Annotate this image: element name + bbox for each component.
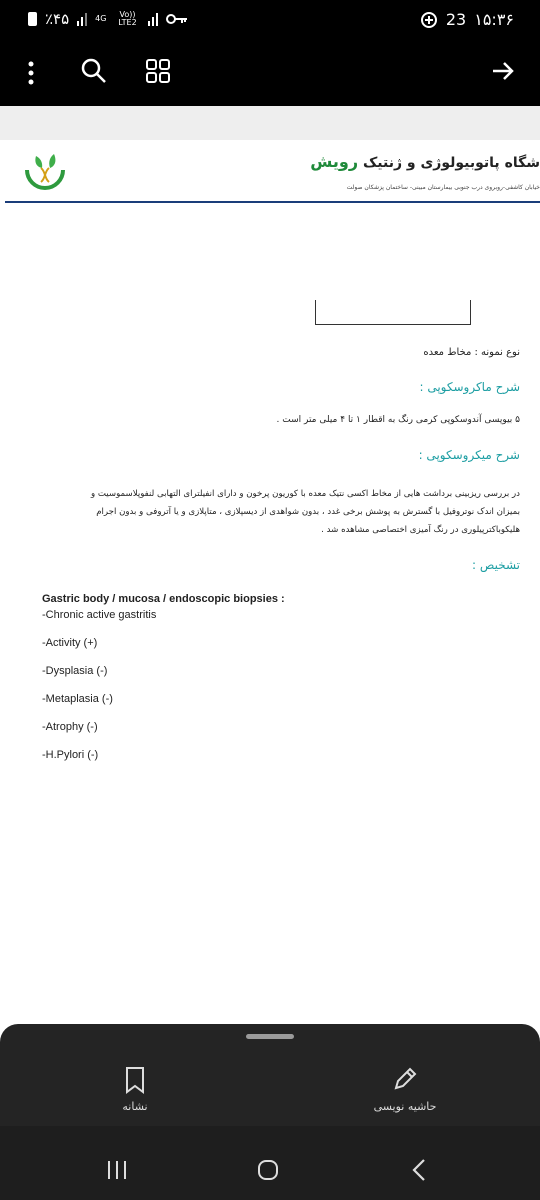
lab-name-prefix: شگاه پاتوبیولوژی و ژنتیک bbox=[362, 155, 540, 171]
header-divider bbox=[5, 201, 540, 203]
home-icon[interactable] bbox=[257, 1159, 279, 1181]
lab-name-brand: رویش bbox=[310, 152, 359, 171]
battery-percent: ٪۴۵ bbox=[45, 10, 70, 28]
diagnosis-block bbox=[42, 593, 482, 777]
micro-text bbox=[30, 485, 520, 539]
weather-icon bbox=[420, 11, 438, 29]
network-volte: Vo)) LTE2 bbox=[118, 10, 137, 27]
navigation-bar bbox=[0, 1126, 540, 1200]
more-vert-icon[interactable] bbox=[24, 60, 38, 86]
diagnosis-item: -Dysplasia (-) bbox=[42, 665, 108, 677]
pencil-icon[interactable] bbox=[392, 1066, 418, 1092]
diagnosis-item: -H.Pylori (-) bbox=[42, 749, 99, 761]
macro-text: ۵ بیوپسی آندوسکوپی کرمی رنگ به اقطار ۱ تا ۴ میلی متر است . bbox=[276, 415, 520, 425]
bookmark-icon[interactable] bbox=[124, 1066, 146, 1094]
diagnosis-item: -Activity (+) bbox=[42, 637, 98, 649]
toolbar bbox=[0, 40, 540, 106]
signal-icon bbox=[77, 12, 87, 26]
micro-line: هلیکوباکترپیلوری در رنگ آمیزی اختصاصی مشاهده شد . bbox=[321, 525, 520, 535]
diagnosis-heading: تشخیص : bbox=[472, 558, 520, 572]
clock: ۱۵:۳۶ bbox=[474, 10, 514, 29]
key-icon bbox=[166, 13, 188, 25]
micro-line: در بررسی ریزبینی برداشت هایی از مخاط اکسی نتیک معده با کوریون پرخون و دارای انفیلترای التهابی لنفوپلاسموسیت و bbox=[90, 489, 520, 499]
back-icon[interactable] bbox=[410, 1158, 428, 1182]
lab-name bbox=[240, 152, 540, 171]
diagnosis-main: -Chronic active gastritis bbox=[42, 609, 157, 621]
recents-icon[interactable] bbox=[106, 1160, 128, 1180]
annotate-label[interactable]: حاشیه نویسی bbox=[373, 1100, 437, 1113]
signal-icon-2 bbox=[148, 12, 158, 26]
lab-logo bbox=[22, 150, 68, 196]
grid-view-icon[interactable] bbox=[145, 58, 171, 84]
page-gap bbox=[0, 106, 540, 140]
diagnosis-title: Gastric body / mucosa / endoscopic biopsies : bbox=[42, 593, 285, 605]
arrow-forward-icon[interactable] bbox=[490, 59, 516, 83]
battery-icon bbox=[28, 12, 37, 26]
temperature: 23 bbox=[445, 10, 467, 29]
micro-heading: شرح میکروسکوپی : bbox=[418, 448, 520, 462]
bookmark-label[interactable]: نشانه bbox=[122, 1100, 148, 1113]
lab-address: خیابان کاشفی-روبروی درب جنوبی بیمارستان مبینی- ساختمان پزشکان صولت bbox=[346, 184, 540, 191]
diagnosis-item: -Atrophy (-) bbox=[42, 721, 98, 733]
specimen-type: نوع نمونه : مخاط معده bbox=[423, 347, 520, 358]
sheet-handle[interactable] bbox=[246, 1034, 294, 1039]
network-4g: 4G bbox=[95, 14, 107, 23]
micro-line: بمیزان اندک نوتروفیل با گسترش به پوشش برخی غدد ، بدون شواهدی از دیسپلازی ، متاپلازی و یا آتروفی و بدون اجرام bbox=[96, 507, 520, 517]
search-icon[interactable] bbox=[80, 57, 108, 85]
macro-heading: شرح ماکروسکوپی : bbox=[419, 380, 520, 394]
signature-box bbox=[315, 300, 471, 325]
status-bar bbox=[0, 0, 540, 40]
diagnosis-item: -Metaplasia (-) bbox=[42, 693, 113, 705]
